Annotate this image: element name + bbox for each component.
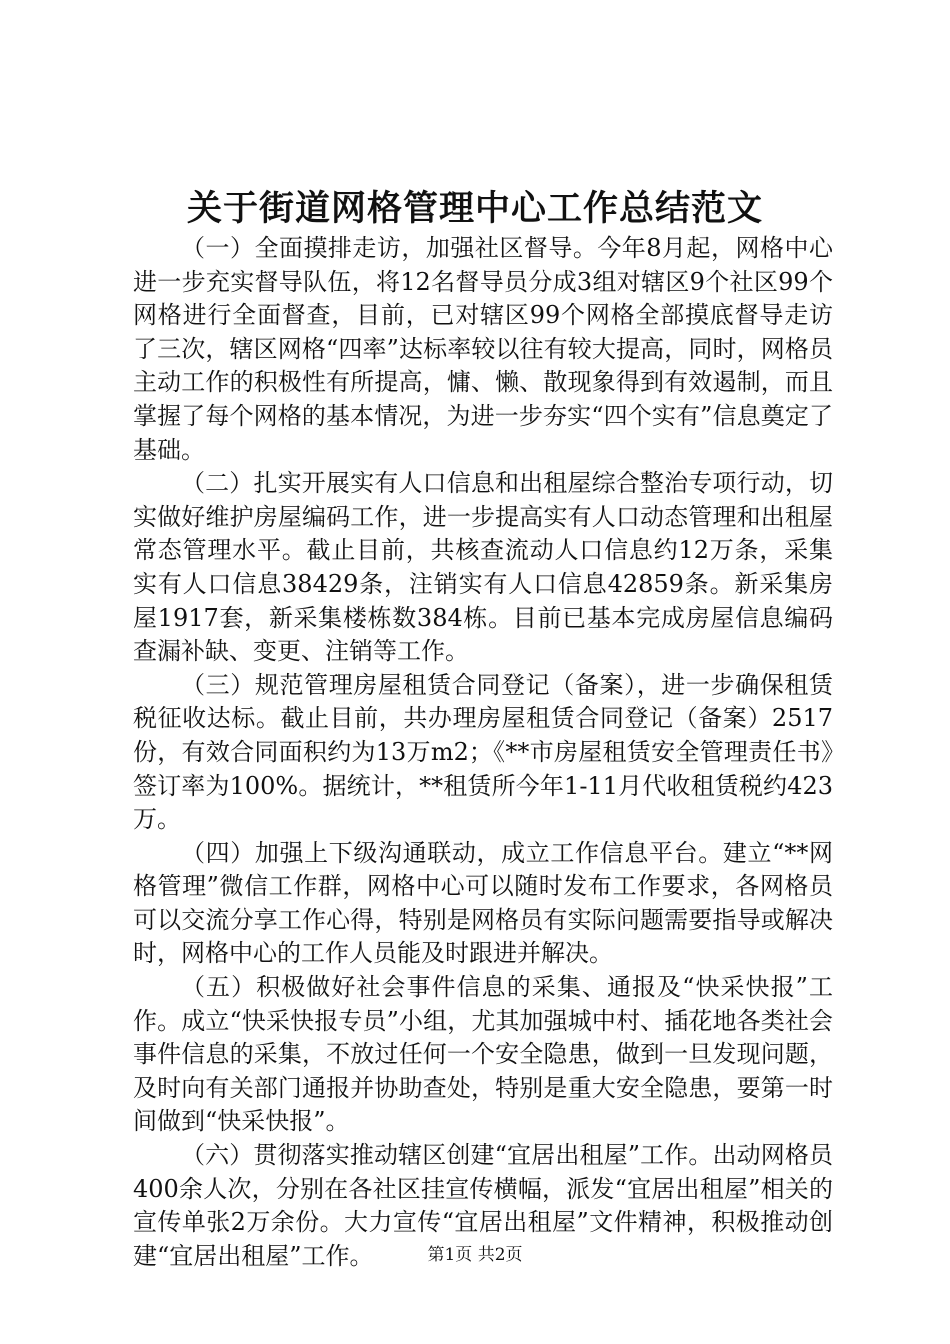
document-title: 关于街道网格管理中心工作总结范文 <box>186 188 763 229</box>
paragraph-6: （六）贯彻落实推动辖区创建“宜居出租屋”工作。出动网格员400余人次，分别在各社区挂宣传横幅，派发“宜居出租屋”相关的宣传单张2万余份。大力宣传“宜居出租屋”文件精神，积极推动创建“宜居出租屋”工作。 <box>133 1141 833 1270</box>
paragraph-4: （四）加强上下级沟通联动，成立工作信息平台。建立“**网格管理”微信工作群，网格中心可以随时发布工作要求，各网格员可以交流分享工作心得，特别是网格员有实际问题需要指导或解决时，网格中心的工作人员能及时跟进并解决。 <box>133 838 833 968</box>
paragraph-5: （五）积极做好社会事件信息的采集、通报及“快采快报”工作。成立“快采快报专员”小组，尤其加强城中村、插花地各类社会事件信息的采集，不放过任何一个安全隐患，做到一旦发现问题，及时向有关部门通报并协助查处，特别是重大安全隐患，要第一时间做到“快采快报”。 <box>133 973 833 1136</box>
paragraph-1: （一）全面摸排走访，加强社区督导。今年8月起，网格中心进一步充实督导队伍，将12名督导员分成3组对辖区9个社区99个网格进行全面督查，目前，已对辖区99个网格全部摸底督导走访了三次，辖区网格“四率”达标率较以往有较大提高，同时，网格员主动工作的积极性有所提高，慵、懒、散现象得到有效遏制，而且掌握了每个网格的基本情况，为进一步夯实“四个实有”信息奠定了基础。 <box>133 234 833 464</box>
page-number-footer: 第1页 共2页 <box>427 1245 523 1265</box>
paragraph-3: （三）规范管理房屋租赁合同登记（备案），进一步确保租赁税征收达标。截止目前，共办理房屋租赁合同登记（备案）2517份，有效合同面积约为13万m2；《**市房屋租赁安全管理责任书》签订率为100%。据统计，**租赁所今年1-11月代收租赁税约423万。 <box>133 670 833 834</box>
paragraph-2: （二）扎实开展实有人口信息和出租屋综合整治专项行动，切实做好维护房屋编码工作，进一步提高实有人口动态管理和出租屋常态管理水平。截止目前，共核查流动人口信息约12万条，采集实有人口信息38429条，注销实有人口信息42859条。新采集房屋1917套，新采集楼栋数384栋。目前已基本完成房屋信息编码查漏补缺、变更、注销等工作。 <box>133 469 833 666</box>
document-body <box>133 232 833 1273</box>
